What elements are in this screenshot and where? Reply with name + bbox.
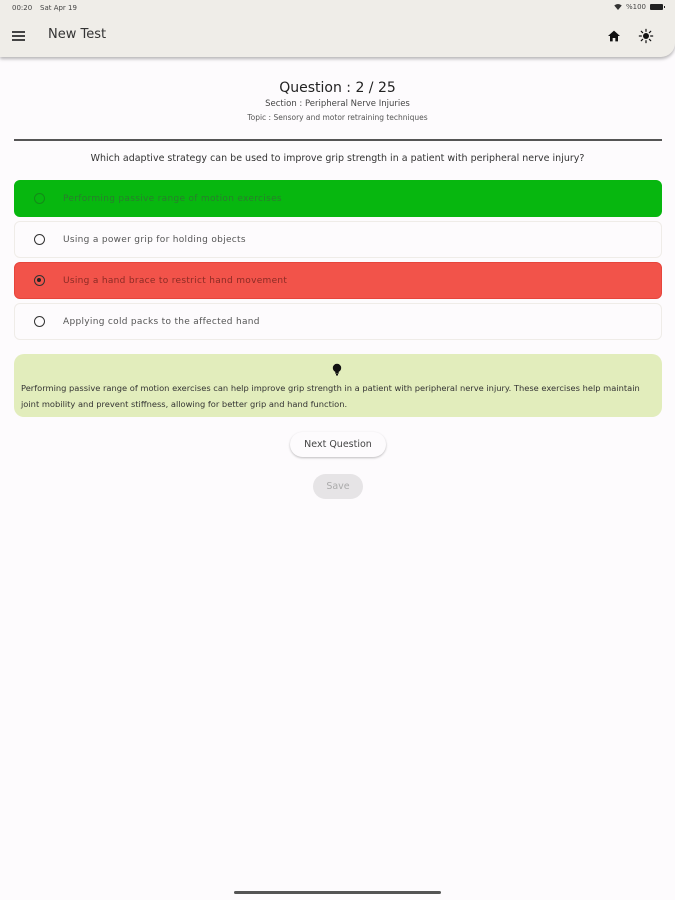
answer-option[interactable] (14, 303, 662, 340)
lightbulb-icon (332, 363, 342, 376)
option-label: Using a hand brace to restrict hand movement (63, 275, 288, 286)
status-time: 00:20 (12, 4, 33, 12)
answer-option-correct[interactable] (14, 180, 662, 217)
question-counter: Question : 2 / 25 (279, 80, 396, 96)
header-divider (14, 139, 662, 141)
radio-button-checked[interactable] (34, 275, 45, 286)
option-label: Performing passive range of motion exercises (63, 193, 282, 204)
save-button[interactable]: Save (313, 474, 363, 499)
radio-button[interactable] (34, 193, 45, 204)
explanation-text: Performing passive range of motion exercises can help improve grip strength in a patient with peripheral nerve injury. These exercises help maintain joint mobility and prevent stiffness, allowing for better grip and hand function. (21, 383, 640, 409)
answer-option[interactable] (14, 221, 662, 258)
section-label: Section : Peripheral Nerve Injuries (265, 99, 410, 109)
option-label: Applying cold packs to the affected hand (63, 316, 260, 327)
status-bar (0, 0, 675, 16)
home-indicator[interactable] (234, 891, 441, 894)
radio-button[interactable] (34, 316, 45, 327)
option-label: Using a power grip for holding objects (63, 234, 246, 245)
answer-option-selected-wrong[interactable] (14, 262, 662, 299)
status-right (614, 3, 663, 11)
topic-label: Topic : Sensory and motor retraining techniques (247, 113, 428, 122)
wifi-icon (614, 4, 622, 10)
hamburger-menu-icon[interactable] (12, 31, 25, 41)
battery-icon (650, 4, 663, 10)
next-question-button[interactable]: Next Question (290, 432, 386, 457)
question-text: Which adaptive strategy can be used to improve grip strength in a patient with peripheral nerve injury? (90, 153, 585, 164)
brightness-icon[interactable] (638, 28, 654, 44)
radio-button[interactable] (34, 234, 45, 245)
app-bar (0, 18, 675, 54)
status-date: Sat Apr 19 (40, 4, 77, 12)
home-icon[interactable] (606, 28, 622, 44)
answer-options (14, 180, 662, 344)
question-header (0, 80, 675, 122)
battery-percent: %100 (625, 3, 646, 11)
app-title: New Test (48, 27, 107, 42)
explanation-card (14, 354, 662, 417)
